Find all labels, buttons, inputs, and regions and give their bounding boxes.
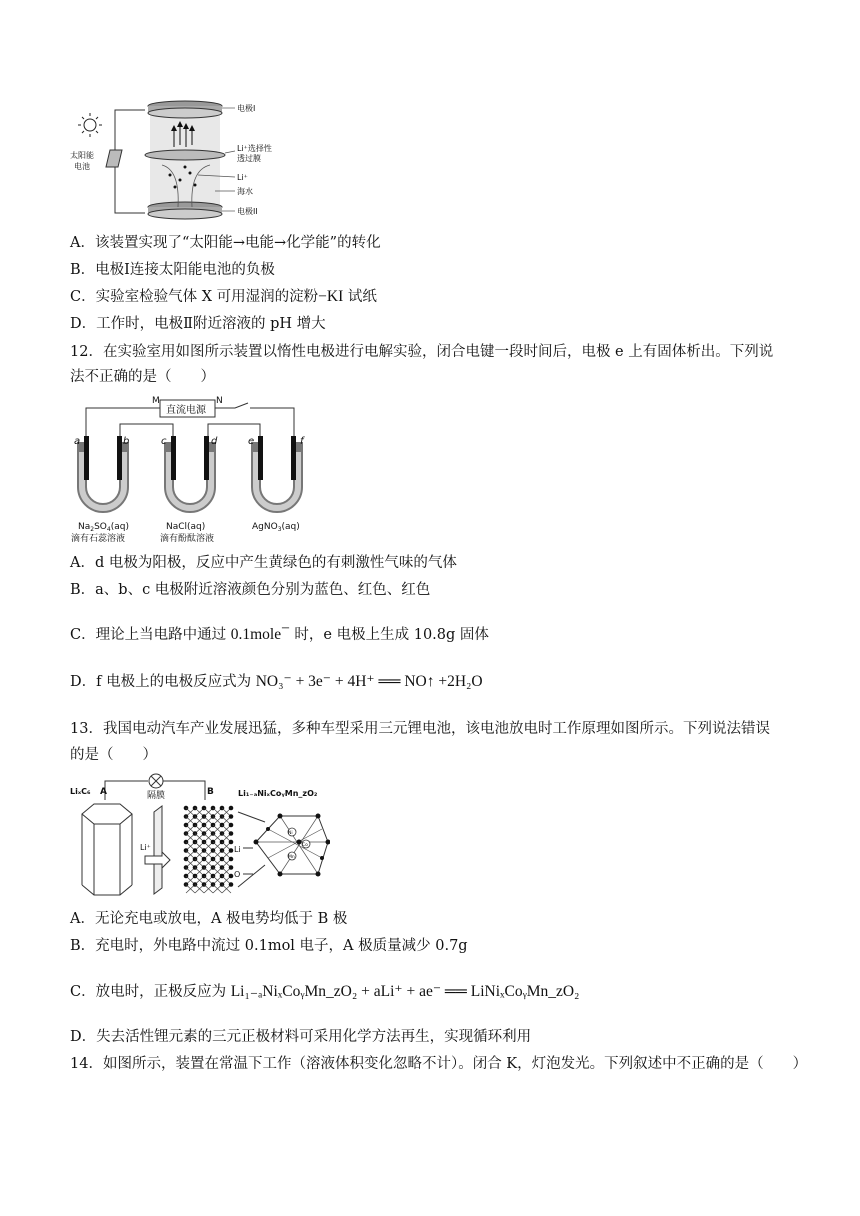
q11-option-a: A．该装置实现了“太阳能→电能→化学能”的转化 (70, 235, 381, 251)
electrolysis-u-tube-figure (70, 392, 330, 544)
q13-option-a: A．无论充电或放电，A 极电势均低于 B 极 (70, 911, 348, 927)
q12-option-d: D．f 电极上的电极反应式为 NO₃⁻ + 3e⁻ + 4H⁺ ══ NO↑ +2H₂O (70, 673, 483, 690)
svg-text:Li: Li (234, 845, 241, 854)
sun-icon (78, 113, 102, 137)
q11-option-b: B．电极Ⅰ连接太阳能电池的负极 (70, 262, 275, 278)
svg-text:Co: Co (302, 843, 308, 848)
q12-stem-line1: 12．在实验室用如图所示装置以惰性电极进行电解实验，闭合电键一段时间后，电极 e 上有固体析出。下列说 (70, 344, 774, 360)
lamp-icon (149, 774, 163, 788)
solution-3-label: AgNO$_3$(aq) (252, 522, 300, 533)
q13-option-d: D．失去活性锂元素的三元正极材料可采用化学方法再生，实现循环利用 (70, 1029, 532, 1045)
svg-text:a: a (74, 436, 81, 447)
electrode-II-label: 电极II (237, 207, 258, 216)
cathode-lattice (184, 806, 234, 893)
svg-text:A: A (100, 787, 107, 797)
svg-text:Mn: Mn (288, 855, 295, 860)
svg-text:LiₓC₆: LiₓC₆ (70, 787, 91, 796)
q12-option-a: A．d 电极为阳极，反应中产生黄绿色的有刺激性气味的气体 (70, 555, 457, 571)
electrode-I-label: 电极I (237, 104, 256, 113)
q13-option-c: C．放电时，正极反应为 Li₁₋ₐNiₓCoᵧMn_zO₂ + aLi⁺ + ae⁻ ══ LiNiₓCoᵧMn_zO₂ (70, 983, 580, 1000)
svg-text:Ni: Ni (288, 831, 293, 836)
q11-option-d: D．工作时，电极Ⅱ附近溶液的 pH 增大 (70, 316, 326, 332)
membrane-label: 隔膜 (147, 791, 166, 801)
solution-2-label: NaCl(aq) (166, 522, 206, 532)
seawater-label: 海水 (237, 187, 253, 196)
svg-text:O: O (234, 870, 241, 879)
svg-text:d: d (211, 436, 218, 447)
q12-option-d-equation: NO₃⁻ + 3e⁻ + 4H⁺ ══ NO↑ +2H₂O (255, 673, 483, 690)
q13-option-b: B．充电时，外电路中流过 0.1mol 电子，A 极质量减少 0.7g (70, 938, 468, 954)
svg-text:c: c (161, 436, 167, 447)
q13-stem-line2: 的是（ ） (70, 747, 157, 763)
solar-cell (106, 150, 122, 167)
li-ion-label: Li⁺ (237, 173, 248, 182)
svg-text:f: f (300, 436, 304, 447)
q13-stem-line1: 13．我国电动汽车产业发展迅猛，多种车型采用三元锂电池，该电池放电时工作原理如图所示。下列说法错误 (70, 721, 770, 737)
svg-text:B: B (207, 787, 214, 797)
solar-label-2: 电池 (74, 162, 90, 171)
q12-option-c: C．理论上当电路中通过 0.1mole− 时，e 电极上生成 10.8g 固体 (70, 620, 489, 643)
lithium-battery-figure (70, 770, 330, 900)
q13-option-c-equation: Li₁₋ₐNiₓCoᵧMn_zO₂ + aLi⁺ + ae⁻ ══ LiNiₓCoᵧMn_zO₂ (230, 983, 580, 1000)
q14-stem: 14．如图所示，装置在常温下工作（溶液体积变化忽略不计）。闭合 K，灯泡发光。下列叙述中不正确的是（ ） (70, 1056, 808, 1072)
svg-text:Li₁₋ₐNiₓCoᵧMn_zO₂: Li₁₋ₐNiₓCoᵧMn_zO₂ (238, 789, 318, 798)
solution-2-note: 滴有酚酞溶液 (160, 534, 215, 544)
membrane-label-2: 透过膜 (237, 154, 261, 163)
svg-text:M: M (152, 396, 160, 406)
solution-1-label: $Na_2SO_4(aq)$ (78, 522, 129, 533)
svg-text:e: e (248, 436, 255, 447)
svg-text:Li⁺: Li⁺ (140, 843, 151, 852)
q12-stem-line2: 法不正确的是（ ） (70, 369, 215, 385)
solar-label-1: 太阳能 (70, 151, 94, 160)
q12-option-b: B．a、b、c 电极附近溶液颜色分别为蓝色、红色、红色 (70, 582, 431, 598)
dc-power-label: 直流电源 (166, 405, 206, 416)
electrolysis-seawater-figure (70, 95, 280, 225)
membrane-label-1: Li⁺选择性 (237, 144, 272, 153)
q11-option-c: C．实验室检验气体 X 可用湿润的淀粉−KI 试纸 (70, 288, 377, 305)
solution-1-note: 滴有石蕊溶液 (71, 534, 126, 544)
svg-text:N: N (216, 396, 223, 406)
svg-text:b: b (123, 436, 130, 447)
